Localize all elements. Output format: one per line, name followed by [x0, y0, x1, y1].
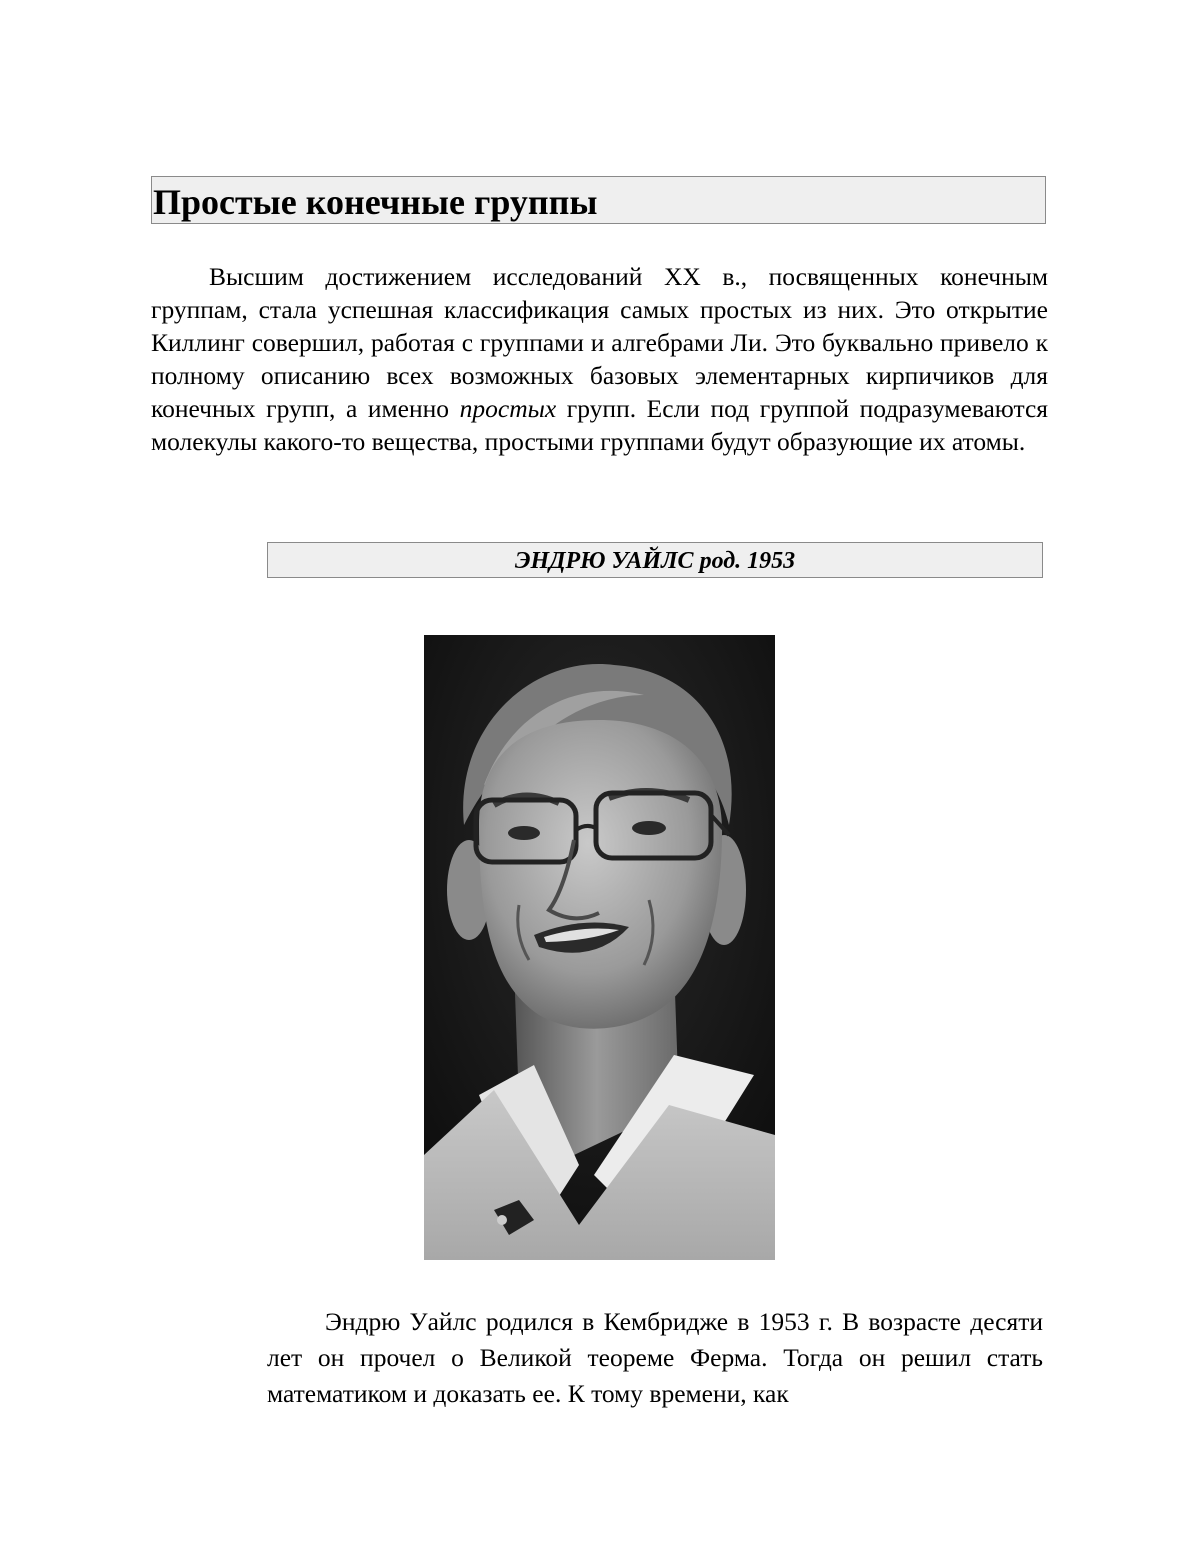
intro-text-start: Высшим достижением исследований XX в., посвященных конечным группам, стала успешная классификация самых простых из них. Это открытие Киллинг совершил, работая с группами и алгебрами Ли. Это буквально привело к полному описанию всех возможных базовых элементарных кирпичиков для конечных групп, а именно — [151, 262, 1048, 423]
biography-paragraph: Эндрю Уайлс родился в Кембридже в 1953 г. В возрасте десяти лет он прочел о Великой теореме Ферма. Тогда он решил стать математиком и доказать ее. К тому времени, как — [267, 1307, 1043, 1408]
portrait-photo — [424, 635, 775, 1260]
intro-paragraph — [151, 260, 1048, 458]
portrait-photo-icon — [424, 635, 775, 1260]
section-title: Простые конечные группы — [151, 176, 1046, 224]
biography-title: ЭНДРЮ УАЙЛС род. 1953 — [267, 542, 1043, 578]
intro-emphasis: простых — [459, 394, 557, 423]
intro-text-end: групп. Если под группой подразумеваются молекулы какого-то вещества, простыми группами будут образующие их атомы. — [151, 394, 1049, 456]
